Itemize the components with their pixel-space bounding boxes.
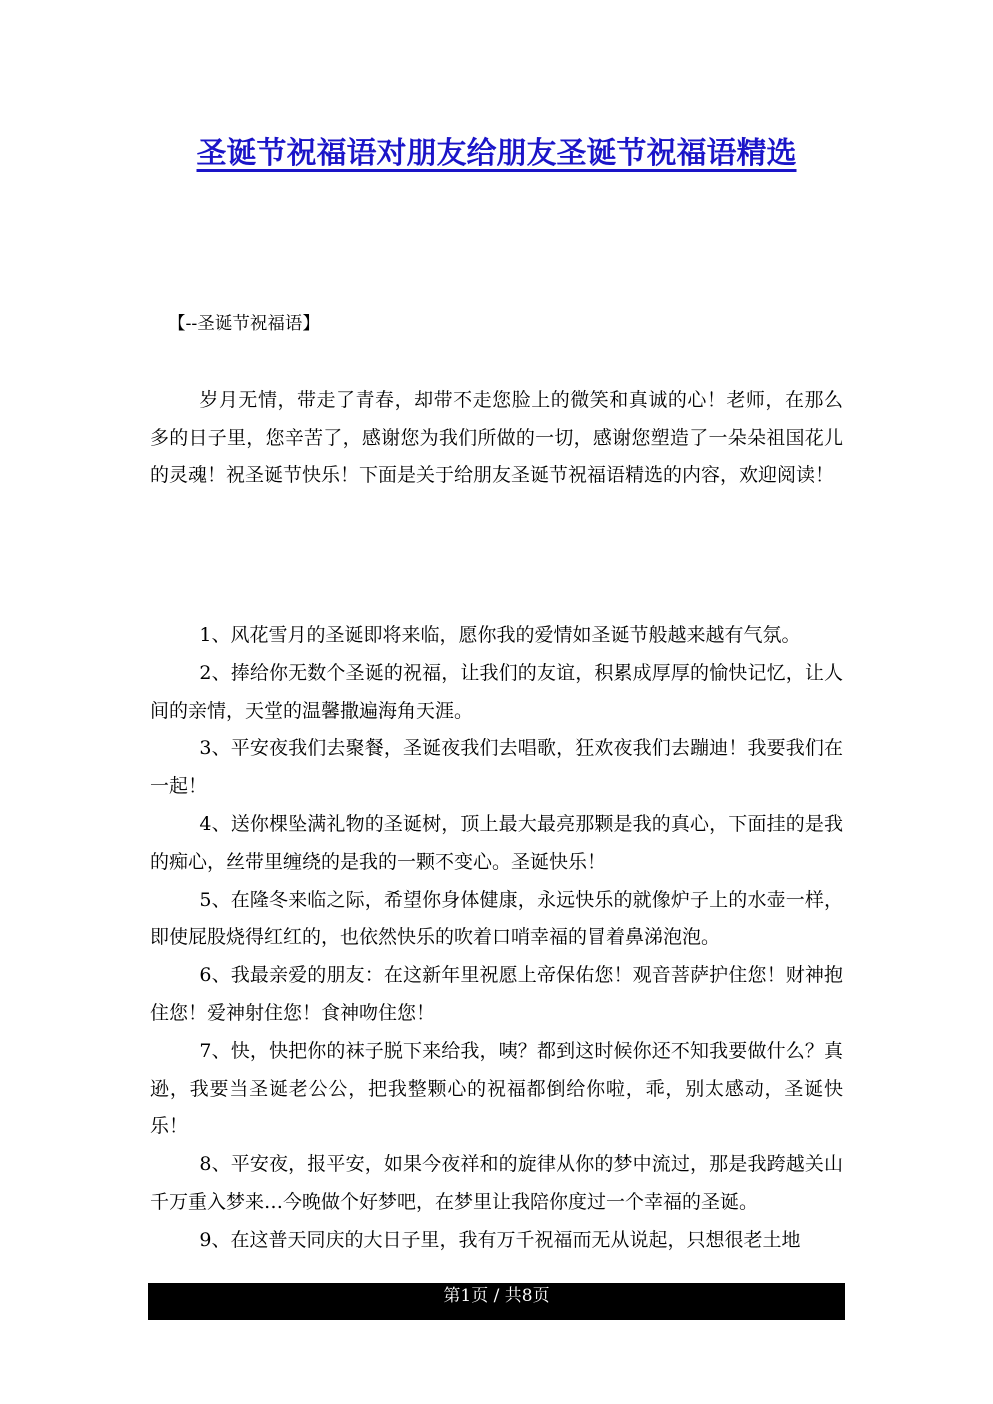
list-item: 1、风花雪月的圣诞即将来临，愿你我的爱情如圣诞节般越来越有气氛。: [199, 624, 801, 646]
greeting-list: [150, 617, 843, 1260]
page-footer: [148, 1283, 845, 1320]
intro-paragraph: 岁月无情，带走了青春，却带不走您脸上的微笑和真诚的心！老师，在那么多的日子里，您辛苦了，感谢您为我们所做的一切，感谢您塑造了一朵朵祖国花儿的灵魂！祝圣诞节快乐！下面是关于给朋友圣诞节祝福语精选的内容，欢迎阅读！: [150, 389, 843, 486]
document-title: [150, 127, 843, 181]
document-title-text: 圣诞节祝福语对朋友给朋友圣诞节祝福语精选: [196, 136, 797, 171]
list-item: 8、平安夜，报平安，如果今夜祥和的旋律从你的梦中流过，那是我跨越关山千万重入梦来…今晚做个好梦吧，在梦里让我陪你度过一个幸福的圣诞。: [150, 1153, 843, 1213]
page-indicator: 第1页 / 共8页: [443, 1286, 550, 1306]
list-item: 6、我最亲爱的朋友：在这新年里祝愿上帝保佑您！观音菩萨护住您！财神抱住您！爱神射住您！食神吻住您！: [150, 964, 843, 1024]
section-label: 【--圣诞节祝福语】: [168, 314, 320, 334]
list-item: 4、送你棵坠满礼物的圣诞树，顶上最大最亮那颗是我的真心，下面挂的是我的痴心，丝带里缠绕的是我的一颗不变心。圣诞快乐！: [150, 812, 843, 873]
list-item: 7、快，快把你的袜子脱下来给我，咦？都到这时候你还不知我要做什么？真逊，我要当圣诞老公公，把我整颗心的祝福都倒给你啦，乖，别太感动，圣诞快乐！: [150, 1039, 843, 1138]
list-item: 5、在隆冬来临之际，希望你身体健康，永远快乐的就像炉子上的水壶一样，即使屁股烧得红红的，也依然快乐的吹着口哨幸福的冒着鼻涕泡泡。: [150, 888, 843, 949]
list-item: 9、在这普天同庆的大日子里，我有万千祝福而无从说起，只想很老土地: [199, 1228, 801, 1251]
list-item: 3、平安夜我们去聚餐，圣诞夜我们去唱歌，狂欢夜我们去蹦迪！我要我们在一起！: [150, 737, 843, 798]
list-item: 2、捧给你无数个圣诞的祝福，让我们的友谊，积累成厚厚的愉快记忆，让人间的亲情，天堂的温馨撒遍海角天涯。: [150, 661, 843, 722]
